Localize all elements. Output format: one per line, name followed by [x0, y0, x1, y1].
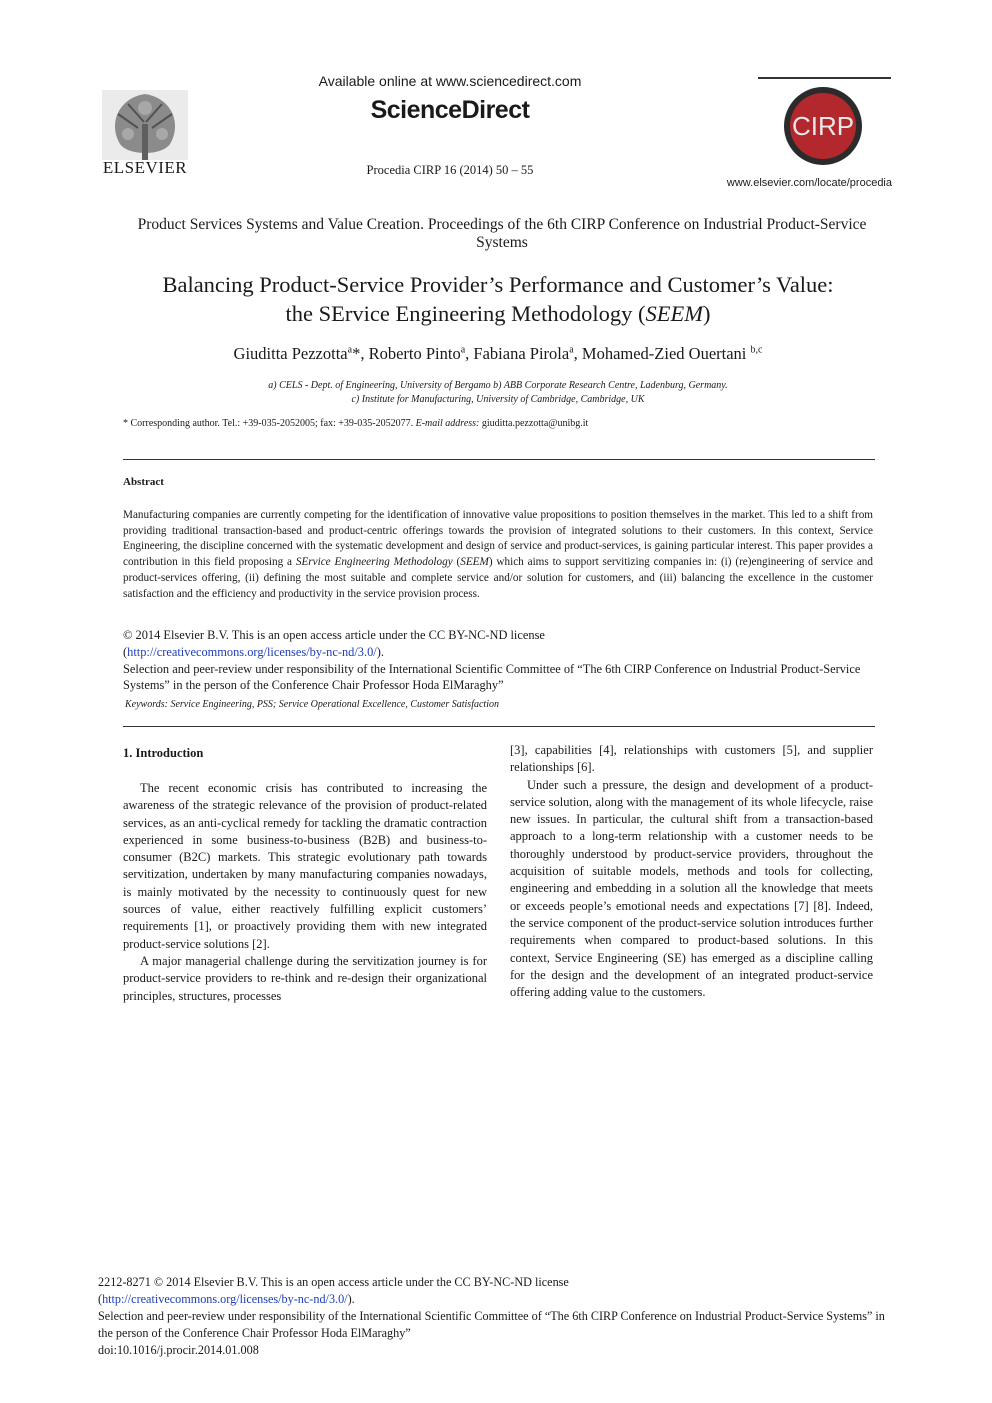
- publisher-name: ELSEVIER: [102, 158, 188, 177]
- section-heading: 1. Introduction: [123, 746, 204, 760]
- corresponding-email[interactable]: giuditta.pezzotta@unibg.it: [479, 418, 589, 429]
- footer-peer-review: Selection and peer-review under responsibility of the International Scientific Committee of “The 6th CIRP Conference on Industrial Product-Service Systems” in the person of the Conference Chair Professor Hoda ElMaraghy”: [98, 1308, 885, 1340]
- peer-review-statement: Selection and peer-review under responsibility of the International Scientific Committee of “The 6th CIRP Conference on Industrial Product-Service Systems” in the person of the Conference Chair Professor Hoda ElMaraghy”: [123, 661, 861, 693]
- keywords: Keywords: Service Engineering, PSS; Service Operational Excellence, Customer Satisfaction: [125, 699, 499, 710]
- cirp-logo: [782, 85, 864, 167]
- header-divider: [758, 77, 891, 79]
- author-name: Giuditta Pezzotta: [233, 344, 348, 363]
- corresponding-author: * Corresponding author. Tel.: +39-035-2052005; fax: +39-035-2052077. E-mail address: giuditta.pezzotta@unibg.it: [123, 418, 589, 429]
- left-column: [123, 780, 487, 1005]
- sciencedirect-brand: ScienceDirect: [370, 96, 530, 124]
- doi[interactable]: doi:10.1016/j.procir.2014.01.008: [98, 1342, 259, 1357]
- conference-name: Product Services Systems and Value Creation. Proceedings of the 6th CIRP Conference on Industrial Product-Service Systems: [137, 216, 867, 251]
- svg-text:CIRP: CIRP: [791, 111, 855, 141]
- right-column: [510, 742, 873, 1001]
- affiliations: a) CELS - Dept. of Engineering, University of Bergamo b) ABB Corporate Research Centre, Ladenburg, Germany. c) Institute for Manufacturing, University of Cambridge, Cambridge, UK: [268, 380, 728, 405]
- author-list: Giuditta Pezzotta$^a$*, Roberto Pinto$^a$, Fabiana Pirola$^a$, Mohamed-Zied Ouertani $^{b,c}$: [233, 344, 763, 363]
- abstract-copyright: © 2014 Elsevier B.V. This is an open access article under the CC BY-NC-ND license (http://creativecommons.org/licenses/by-nc-nd/3.0/). Selection and peer-review under responsibility of the International Scientific Committee of “The 6th CIRP Conference on Industrial Product-Service Systems” in the person of the Conference Chair Professor Hoda ElMaraghy”: [123, 627, 873, 694]
- paragraph: The recent economic crisis has contributed to increasing the awareness of the strategic relevance of the provision of product-related services, as an anti-cyclical remedy for tackling the dramatic contraction experienced in some business-to-business (B2B) and business-to-consumer (B2C) markets. This strategic evolutionary path towards servitization, undertaken by many manufacturing companies nowadays, is mainly motivated by the necessity to continuously quest for new sources of value, either reactively fulfilling explicit customers’ requirements [1], or proactively providing them with new integrated product-service solutions [2].: [123, 781, 487, 951]
- license-link[interactable]: http://creativecommons.org/licenses/by-nc-nd/3.0/: [127, 644, 377, 659]
- footer-license-link[interactable]: http://creativecommons.org/licenses/by-nc-nd/3.0/: [102, 1291, 348, 1306]
- paper-title: [100, 270, 896, 328]
- page-footer: 2212-8271 © 2014 Elsevier B.V. This is an open access article under the CC BY-NC-ND license (http://creativecommons.org/licenses/by-nc-nd/3.0/). Selection and peer-review under responsibility of the International Scientific Committee of “The 6th CIRP Conference on Industrial Product-Service Systems” in the person of the Conference Chair Professor Hoda ElMaraghy” doi:10.1016/j.procir.2014.01.008: [98, 1274, 898, 1359]
- issn-line: 2212-8271 © 2014 Elsevier B.V. This is an open access article under the CC BY-NC-ND license: [98, 1275, 569, 1289]
- abstract-bottom-rule: [123, 726, 875, 727]
- journal-url[interactable]: www.elsevier.com/locate/procedia: [726, 177, 892, 189]
- title-line-2: the SErvice Engineering Methodology (SEEM): [285, 301, 711, 326]
- abstract-text: Manufacturing companies are currently competing for the identification of innovative value propositions to position themselves in the market. This led to a shift from providing traditional transaction-based and product-centric offerings towards the provision of integrated solutions to their customers. In this context, Service Engineering, the discipline concerned with the systematic development and design of service and product-services, is gaining particular interest. This paper provides a contribution in this field proposing a SErvice Engineering Methodology (SEEM) which aims to support servitizing companies in: (i) (re)engineering of service and product-services offering, (ii) defining the most suitable and complete service and/or solution for customers, and (iii) balancing the excellence in the customer satisfaction and the efficiency and productivity in the service provision process.: [123, 509, 873, 600]
- available-online-text: Available online at www.sciencedirect.com: [318, 73, 582, 89]
- title-line-1: Balancing Product-Service Provider’s Performance and Customer’s Value:: [162, 272, 834, 297]
- paragraph: Under such a pressure, the design and development of a product-service solution, along with the management of its whole lifecycle, raise new issues. In particular, the cultural shift from a transaction-based approach to a long-term relationship with a customer needs to be thoroughly understood by product-service providers, throughout the acquisition of suitable models, methods and tools for collecting, engineering and embedding in a solution all the knowledge that meets or exceeds people’s emotional needs and expectations [7] [8]. Indeed, the service component of the product-service solution introduces further requirements when compared to product-based solutions. In this context, Service Engineering (SE) has emerged as a discipline calling for the design and the development of an integrated product-service offering adding value to the customers.: [510, 777, 873, 1000]
- paragraph: A major managerial challenge during the servitization journey is for product-service providers to re-think and re-design their organizational principles, structures, processes: [123, 953, 487, 1003]
- journal-reference: Procedia CIRP 16 (2014) 50 – 55: [366, 163, 534, 177]
- paragraph: [3], capabilities [4], relationships with customers [5], and supplier relationships [6].: [510, 743, 873, 775]
- author-name: Roberto Pinto: [368, 344, 461, 363]
- abstract-heading: Abstract: [123, 476, 164, 488]
- abstract-top-rule: [123, 459, 875, 460]
- author-name: Fabiana Pirola: [473, 344, 570, 363]
- author-name: Mohamed-Zied Ouertani: [581, 344, 747, 363]
